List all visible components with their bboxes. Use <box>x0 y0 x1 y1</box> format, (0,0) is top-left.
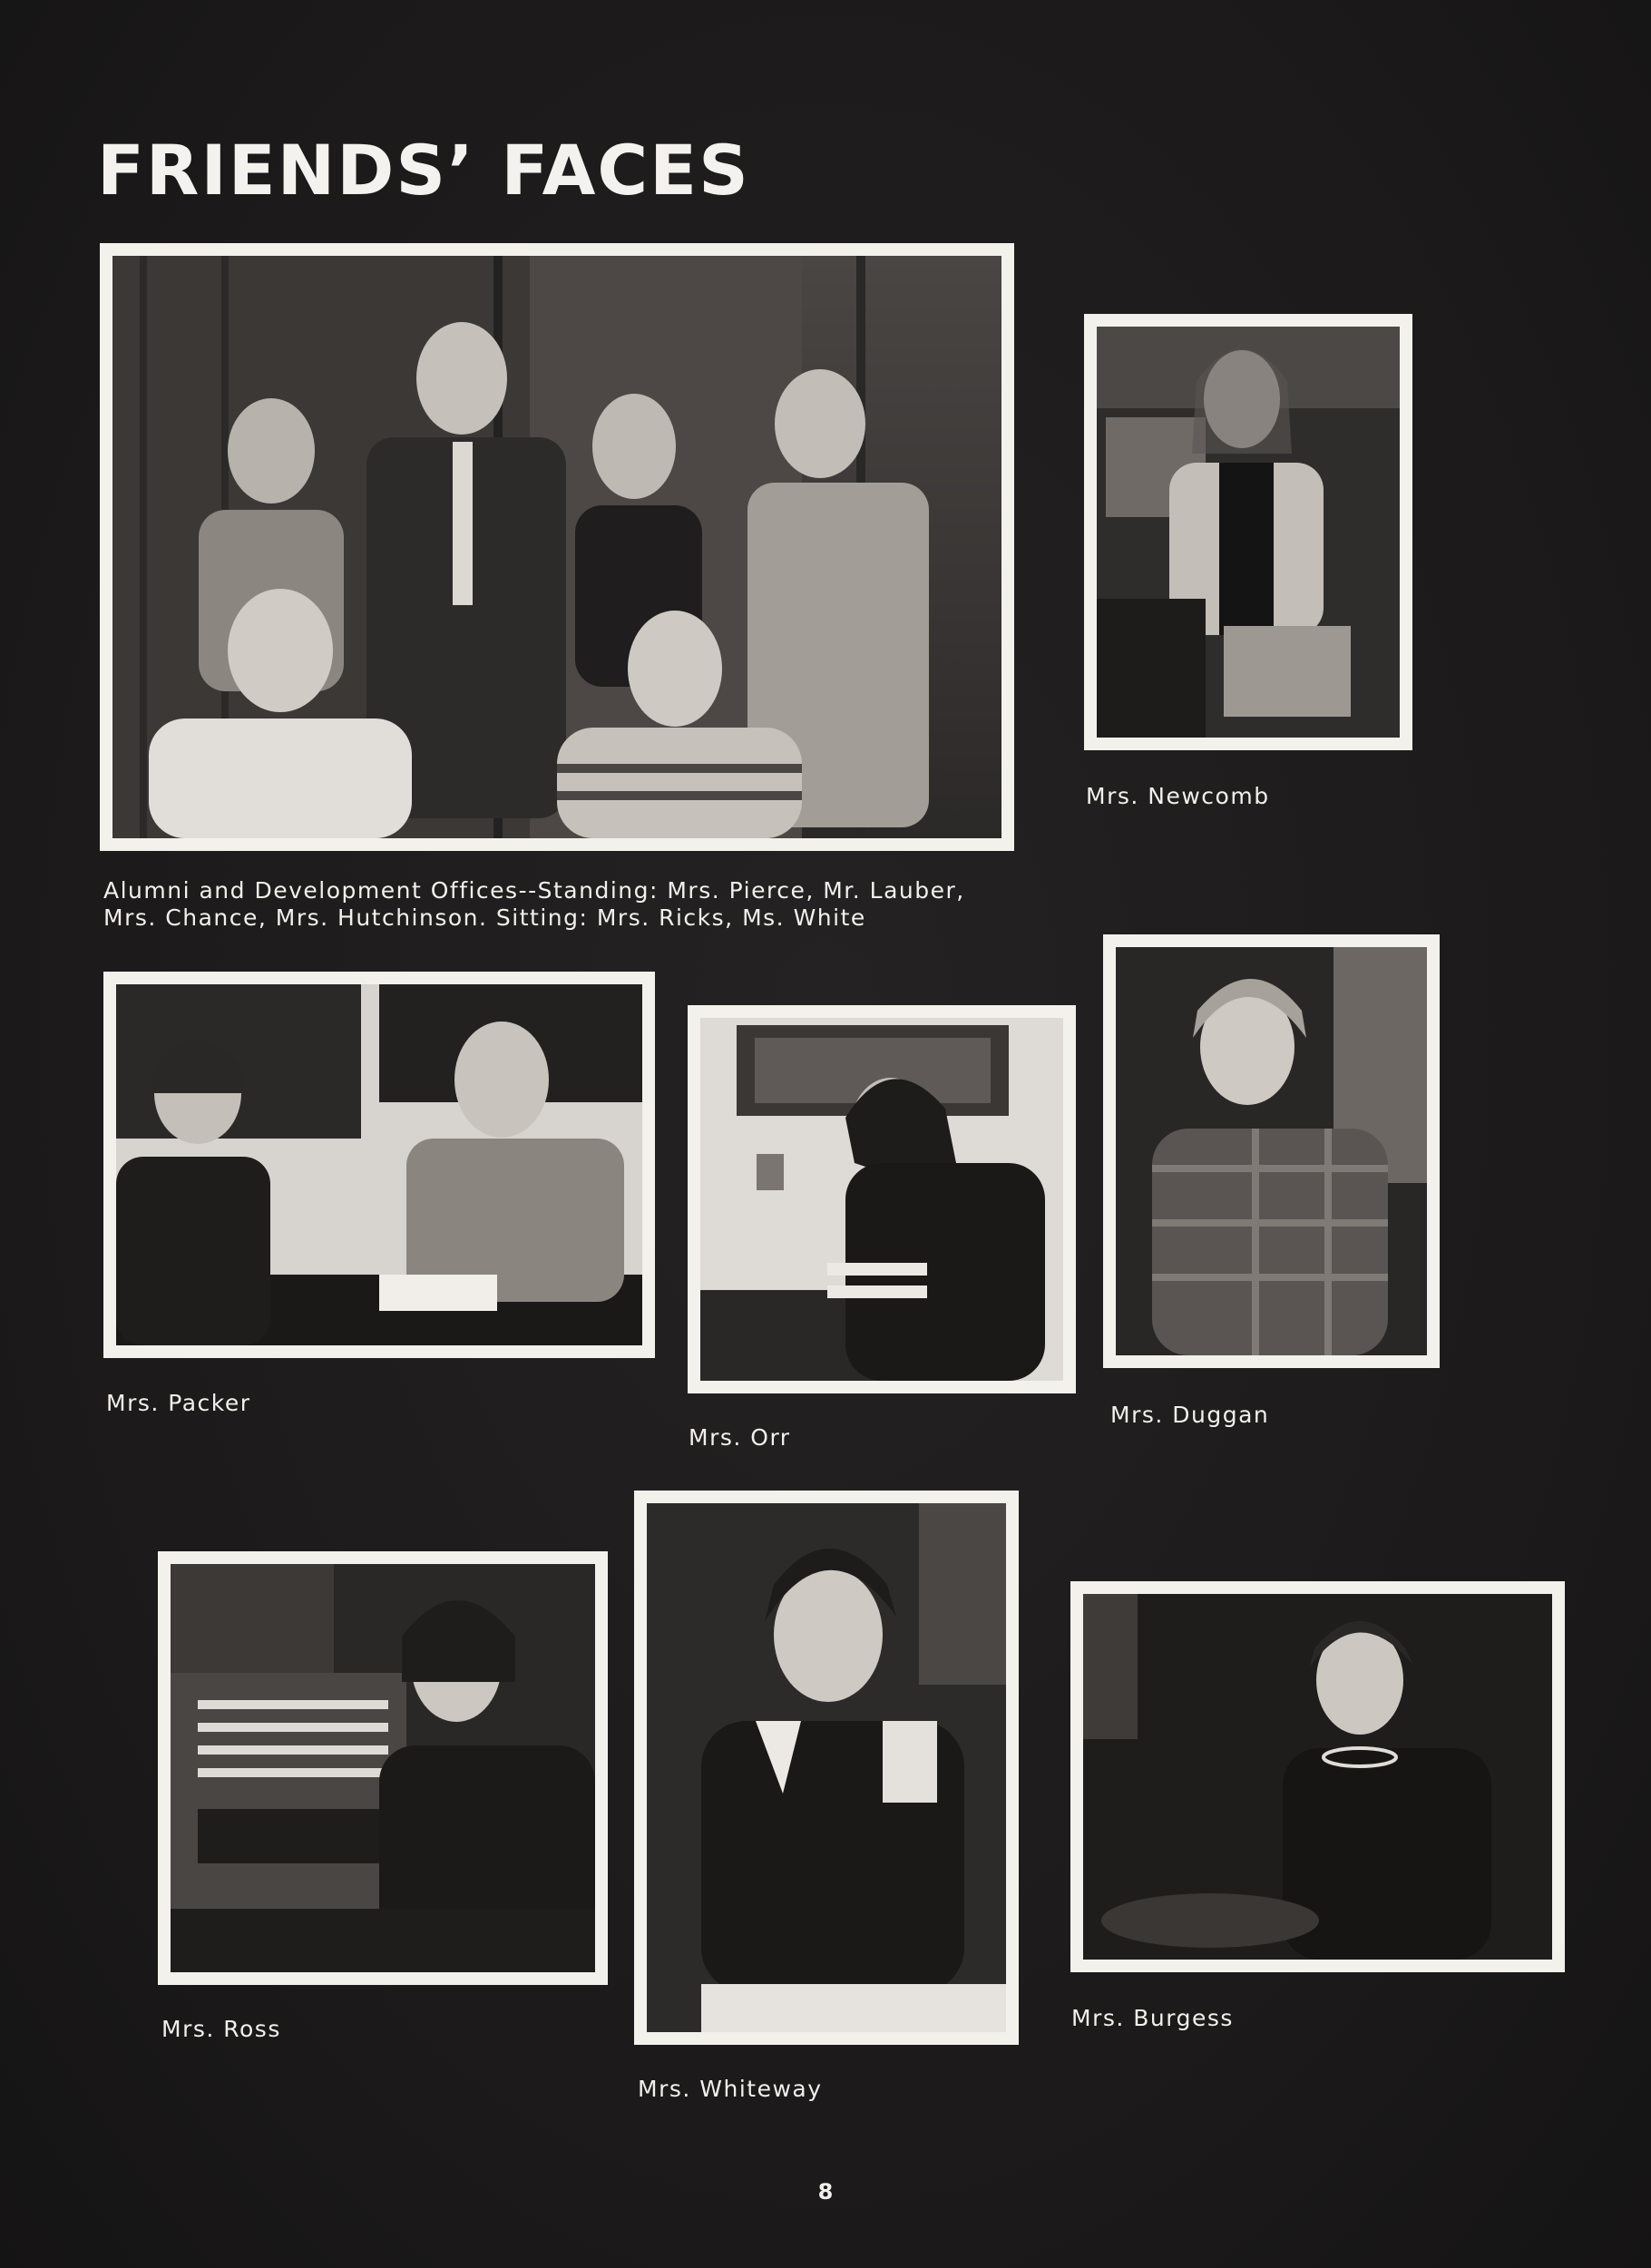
caption-duggan: Mrs. Duggan <box>1110 1402 1270 1428</box>
photo-whiteway <box>634 1491 1019 2045</box>
caption-orr: Mrs. Orr <box>689 1424 791 1451</box>
photo-ross <box>158 1551 608 1985</box>
caption-whiteway: Mrs. Whiteway <box>638 2076 823 2102</box>
photo-newcomb <box>1084 314 1412 750</box>
caption-burgess: Mrs. Burgess <box>1071 2005 1234 2031</box>
photo-duggan <box>1103 934 1440 1368</box>
caption-ross: Mrs. Ross <box>161 2016 281 2042</box>
photo-burgess <box>1070 1581 1565 1972</box>
photo-alumni-development-offices <box>100 243 1014 851</box>
caption-line-1: Alumni and Development Offices--Standing: Mrs. Pierce, Mr. Lauber, <box>103 877 965 904</box>
caption-line-2: Mrs. Chance, Mrs. Hutchinson. Sitting: Mrs. Ricks, Ms. White <box>103 904 866 931</box>
photo-packer <box>103 972 655 1358</box>
caption-packer: Mrs. Packer <box>106 1390 251 1416</box>
caption-alumni-development-offices <box>103 877 1065 932</box>
caption-newcomb: Mrs. Newcomb <box>1086 783 1270 809</box>
page-heading: FRIENDS’ FACES <box>97 130 750 210</box>
page-number: 8 <box>817 2179 834 2204</box>
photo-orr <box>688 1005 1076 1393</box>
